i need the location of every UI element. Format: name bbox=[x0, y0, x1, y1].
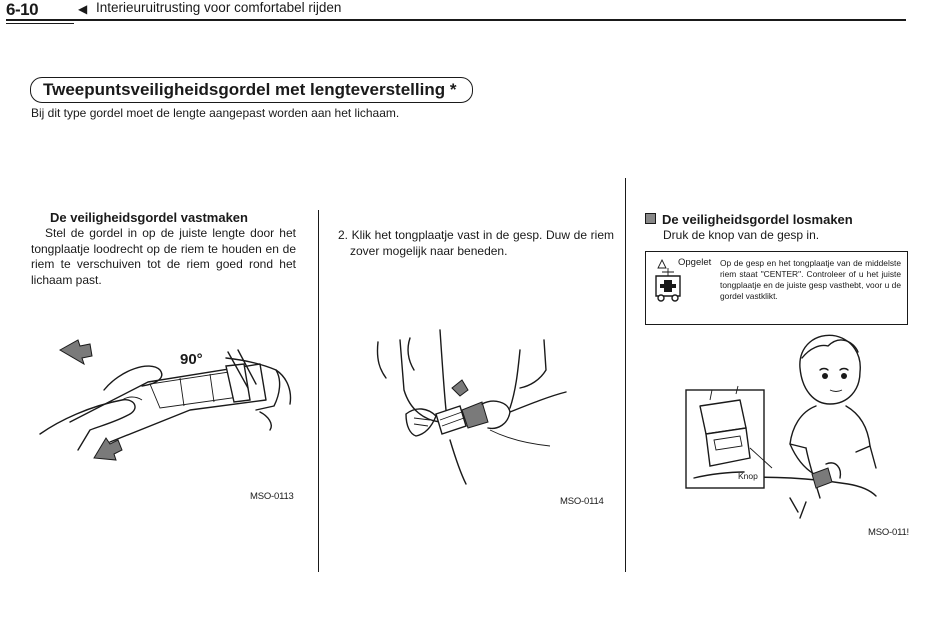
caution-text: Op de gesp en het tongplaatje van de middelste riem staat "CENTER". Controleer of u het juiste tongplaatje en de juiste gesp vasthebt, voor u de gordel vastklikt. bbox=[720, 258, 901, 301]
square-bullet-icon bbox=[645, 213, 656, 224]
caution-box bbox=[645, 251, 908, 325]
header-rule bbox=[6, 19, 906, 21]
page-number: 6-10 bbox=[6, 0, 39, 19]
angle-label: 90° bbox=[180, 351, 203, 368]
col3-heading-wrap bbox=[645, 212, 853, 227]
column-divider-1 bbox=[318, 210, 319, 572]
figure-code-0114: MSO-0114 bbox=[560, 496, 604, 507]
col3-heading: De veiligheidsgordel losmaken bbox=[662, 212, 853, 227]
header-rule-accent bbox=[6, 23, 74, 24]
section-intro: Bij dit type gordel moet de lengte aangepast worden aan het lichaam. bbox=[31, 106, 400, 120]
section-title: Tweepuntsveiligheidsgordel met lengteverstelling * bbox=[30, 77, 473, 103]
buckle-insert-illustration bbox=[370, 330, 580, 490]
col3-text: Druk de knop van de gesp in. bbox=[663, 228, 820, 242]
arrow-down-icon bbox=[94, 438, 122, 460]
caution-label: Opgelet bbox=[678, 257, 712, 268]
button-label: Knop bbox=[738, 471, 758, 481]
col1-heading: De veiligheidsgordel vastmaken bbox=[50, 210, 248, 225]
figure-code-011: MSO-011! bbox=[868, 527, 909, 538]
buckle-release-illustration bbox=[680, 328, 910, 528]
column-divider-2 bbox=[625, 178, 626, 572]
arrow-left-icon bbox=[60, 340, 92, 364]
header-arrow-icon: ◀ bbox=[78, 2, 88, 16]
figure-code-0113: MSO-0113 bbox=[250, 491, 294, 502]
chapter-title: Interieuruitrusting voor comfortabel rijden bbox=[96, 0, 342, 15]
col2-text: 2. Klik het tongplaatje vast in de gesp. Duw de riem zover mogelijk naar beneden. bbox=[338, 228, 614, 258]
col1-text: Stel de gordel in op de juiste lengte door het tongplaatje loodrecht op de riem te houden en de riem te verschuiven tot de riem goed rond het lichaam past. bbox=[31, 226, 296, 287]
belt-adjust-illustration bbox=[30, 330, 310, 480]
arrow-down-icon bbox=[452, 380, 468, 396]
